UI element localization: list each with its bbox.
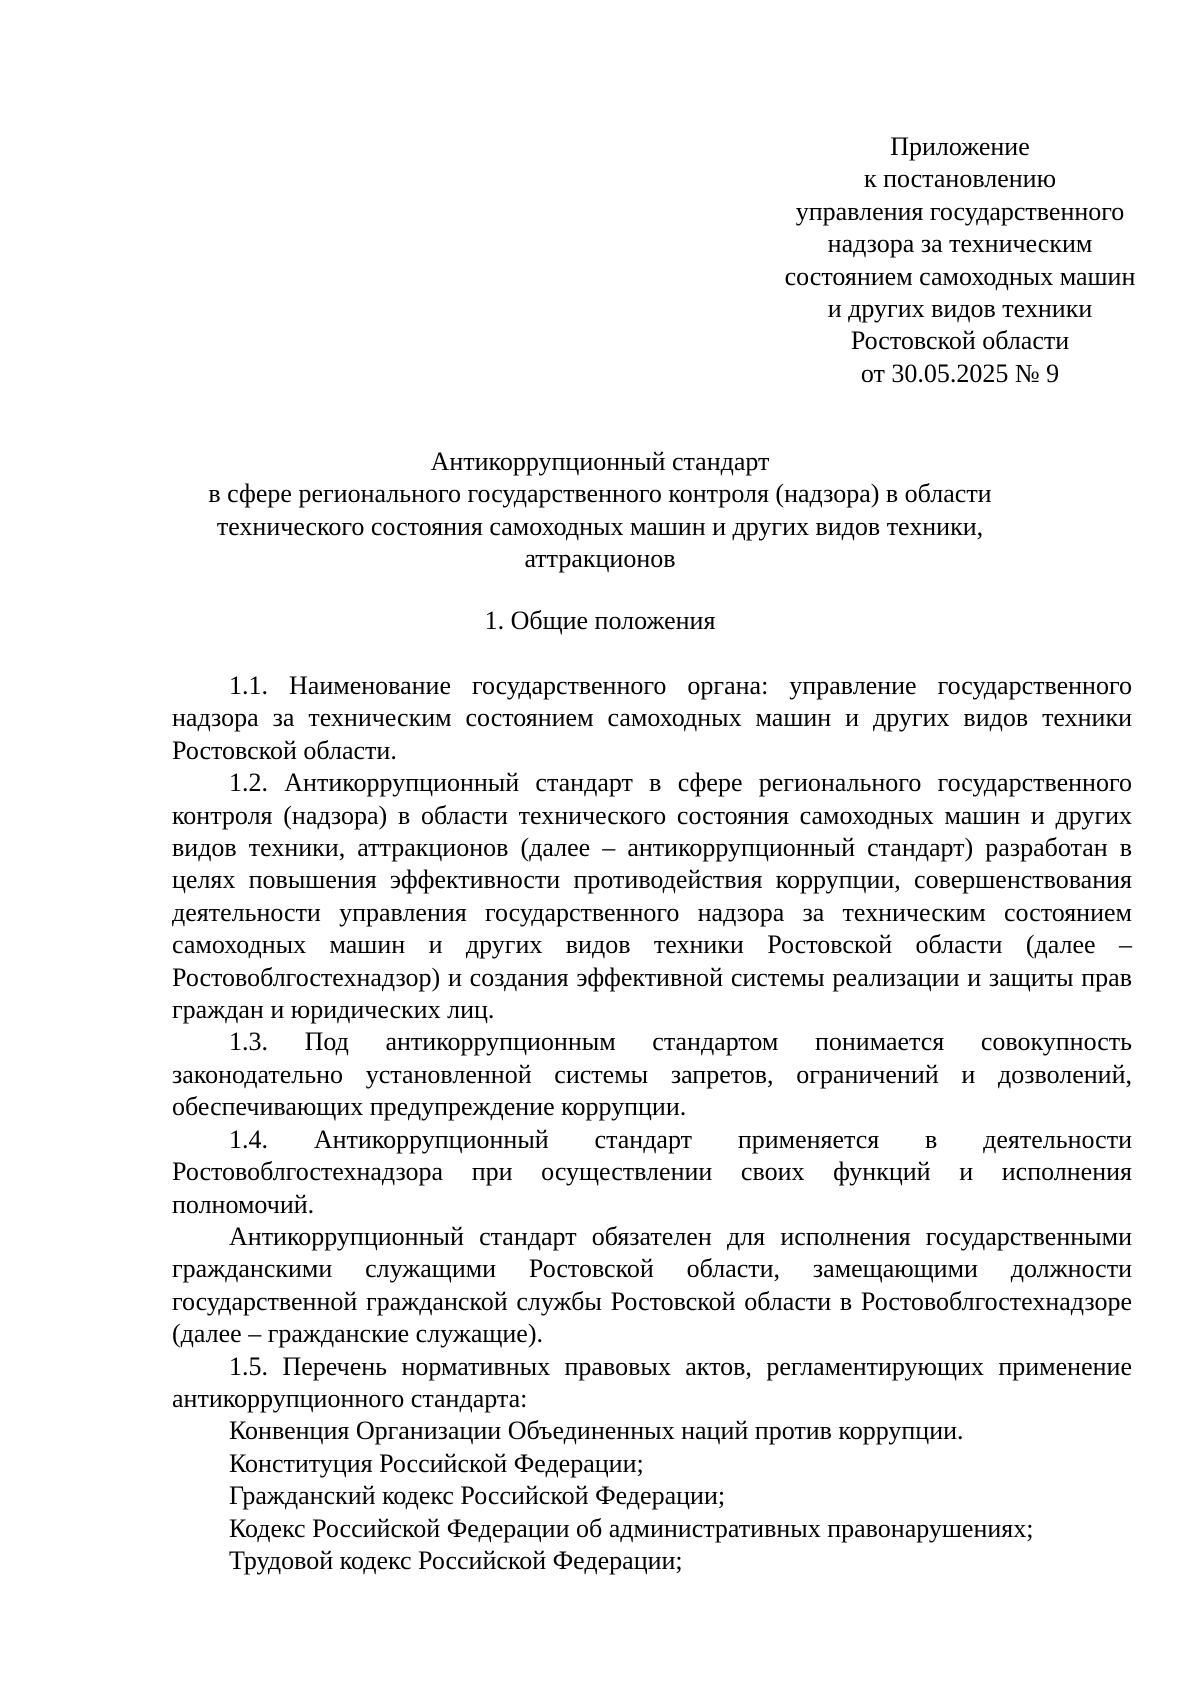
title-line: технического состояния самоходных машин и других видов техники, <box>216 511 984 541</box>
appendix-line: состоянием самоходных машин <box>784 261 1136 291</box>
paragraph-1-3: 1.3. Под антикоррупционным стандартом понимается совокупность законодательно установленной системы запретов, ограничений и дозволений, обеспечивающих предупреждение коррупции. <box>172 1027 1132 1122</box>
act-list-item: Трудовой кодекс Российской Федерации; <box>229 1545 683 1575</box>
appendix-block <box>720 131 1200 390</box>
act-list-item: Конвенция Организации Объединенных наций против коррупции. <box>229 1416 964 1446</box>
section-heading: 1. Общие положения <box>484 606 716 635</box>
appendix-line: надзора за техническим <box>827 229 1093 259</box>
appendix-line: и других видов техники <box>827 294 1093 324</box>
paragraph-1-1: 1.1. Наименование государственного органа: управление государственного надзора за техническим состоянием самоходных машин и других видов техники Ростовской области. <box>172 671 1132 765</box>
appendix-line: управления государственного <box>795 196 1125 226</box>
appendix-date-number: от 30.05.2025 № 9 <box>860 358 1060 388</box>
paragraph-1-4-continued: Антикоррупционный стандарт обязателен для исполнения государственными гражданскими служащими Ростовской области, замещающими должности государственной гражданской службы Ростовской области в Ростовоблгостехнадзоре (далее – гражданские служащие). <box>172 1221 1132 1349</box>
act-list-item: Гражданский кодекс Российской Федерации; <box>229 1481 726 1511</box>
appendix-line: к постановлению <box>863 164 1057 194</box>
document-title <box>0 446 1200 576</box>
document-body <box>172 670 1132 1577</box>
title-line: Антикоррупционный стандарт <box>430 447 770 476</box>
title-line: в сфере регионального государственного контроля (надзора) в области <box>208 479 992 509</box>
act-list-item: Кодекс Российской Федерации об административных правонарушениях; <box>229 1513 1034 1543</box>
paragraph-1-4: 1.4. Антикоррупционный стандарт применяется в деятельности Ростовоблгостехнадзора при осуществлении своих функций и исполнения полномочий. <box>172 1124 1132 1219</box>
appendix-line: Приложение <box>890 132 1030 161</box>
appendix-line: Ростовской области <box>850 326 1070 356</box>
act-list-item: Конституция Российской Федерации; <box>229 1448 644 1478</box>
paragraph-1-2: 1.2. Антикоррупционный стандарт в сфере регионального государственного контроля (надзора) в области технического состояния самоходных машин и других видов техники, аттракционов (далее – антикоррупционный стандарт) разработан в целях повышения эффективности противодействия коррупции, совершенствования деятельности управления государственного надзора за техническим состоянием самоходных машин и других видов техники Ростовской области (далее – Ростовоблгостехнадзор) и создания эффективной системы реализации и защиты прав граждан и юридических лиц. <box>172 768 1132 1025</box>
title-line: аттракционов <box>524 544 676 574</box>
paragraph-1-5: 1.5. Перечень нормативных правовых актов, регламентирующих применение антикоррупционного стандарта: <box>172 1351 1132 1413</box>
